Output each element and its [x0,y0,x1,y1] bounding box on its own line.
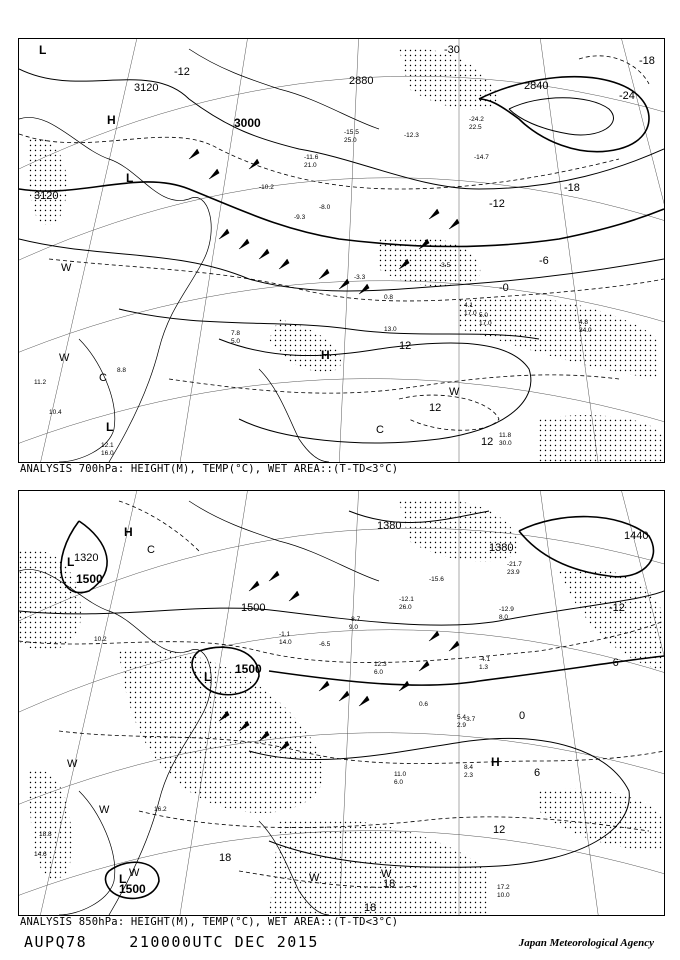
contour-label: 18 [364,902,377,914]
coastlines [19,49,379,462]
station-value: -1.1 [279,631,291,638]
contour-label: 2840 [524,80,549,92]
station-value: 2.9 [457,722,467,729]
station-value: 10.4 [49,409,62,416]
contour-label: 3120 [134,82,159,94]
contour-label: -0 [499,282,509,294]
station-value: -12.3 [404,132,419,139]
contour-label: -12 [174,66,190,78]
high-center: H [107,113,116,127]
station-value: -24.2 [469,116,484,123]
contour-label: -6 [609,657,619,669]
contour-label: -12 [489,198,505,210]
contour-label: 1500 [235,662,262,676]
station-value: -3.7 [464,716,476,723]
contour-label: 18 [219,852,232,864]
contour-label: 1440 [624,530,649,542]
map-850hpa [18,490,665,916]
contour-label: -30 [444,44,460,56]
station-value: 6.0 [394,779,404,786]
map-850hpa-canvas [19,491,664,915]
bulletin-code: AUPQ78 210000UTC DEC 2015 [24,933,319,951]
contour-label: 1500 [241,602,266,614]
caption-700hpa: ANALYSIS 700hPa: HEIGHT(M), TEMP(°C), WET AREA::(T-TD<3°C) [20,463,399,475]
station-value: 0.6 [419,701,429,708]
contour-label: 0 [519,710,526,722]
warm-center: W [129,867,140,879]
station-value: 14.6 [34,851,47,858]
cold-center: C [376,424,384,436]
station-value: 13.0 [384,326,397,333]
warm-center: W [67,758,78,770]
low-center: L [204,670,212,684]
station-value: 8.0 [499,614,509,621]
warm-center: W [381,868,392,880]
station-value: 11.8 [499,432,512,439]
contour-label: -18 [639,55,655,67]
warm-center: W [61,262,72,274]
station-value: -6.5 [319,641,331,648]
contour-label: 12 [399,340,412,352]
cold-center: C [99,372,107,384]
contour-label: 3000 [234,116,261,130]
station-value: 12.1 [101,442,114,449]
station-value: 22.5 [469,124,482,131]
station-value: 5.0 [231,338,241,345]
station-value: 34.0 [579,327,592,334]
warm-center: W [59,352,70,364]
wet-areas [19,498,664,915]
station-value: -8.0 [319,204,331,211]
contour-label: 6 [534,767,541,779]
high-center: H [491,755,500,769]
contour-label: -12 [609,602,625,614]
station-value: -9.3 [294,214,306,221]
station-value: 9.0 [349,624,359,631]
contour-label: 1500 [119,882,146,896]
high-center: H [124,525,133,539]
warm-center: W [449,386,460,398]
map-700hpa [18,38,665,463]
station-value: 14.0 [279,639,292,646]
warm-center: W [99,804,110,816]
low-center: L [106,420,114,434]
contour-label: -24 [619,90,635,102]
station-value: -21.7 [507,561,522,568]
station-value: 26.0 [399,604,412,611]
contour-label: 1380 [377,520,402,532]
contour-label: 1320 [74,552,99,564]
station-value: 8.8 [117,367,127,374]
station-value: -3.3 [354,274,366,281]
station-value: 0.8 [384,294,394,301]
station-value: 4.1 [464,302,474,309]
contour-labels [34,44,655,448]
wet-areas [28,48,664,462]
contour-label: -6 [539,255,549,267]
station-value: 30.0 [499,440,512,447]
agency-name: Japan Meteorological Agency [518,937,654,949]
caption-850hpa: ANALYSIS 850hPa: HEIGHT(M), TEMP(°C), WET AREA::(T-TD<3°C) [20,916,399,928]
station-value: -14.7 [474,154,489,161]
station-value: -10.2 [259,184,274,191]
contour-label: -18 [564,182,580,194]
high-center: H [321,348,330,362]
station-value: -8.7 [349,616,361,623]
graticule [19,39,664,462]
contour-label: 12 [429,402,442,414]
station-value: 5.0 [479,312,489,319]
cold-center: C [147,544,155,556]
station-value: 16.2 [154,806,167,813]
contour-label: 12 [493,824,506,836]
station-value: 4.8 [579,319,589,326]
station-value: 10.0 [497,892,510,899]
station-value: 17.0 [479,320,492,327]
station-value: 23.9 [507,569,520,576]
station-value: 18.8 [39,831,52,838]
station-value: -12.1 [399,596,414,603]
station-value: 17.2 [497,884,510,891]
station-value: 25.0 [344,137,357,144]
station-value: 17.0 [464,310,477,317]
station-value: -15.5 [344,129,359,136]
station-value: -3.5 [439,262,451,269]
station-value: 12.3 [374,661,387,668]
warm-center: W [309,872,320,884]
low-center: L [126,171,134,185]
isotherms [19,56,664,430]
contour-label: 18 [383,878,396,890]
low-center: L [39,43,47,57]
contour-label: 1380 [489,542,514,554]
height-contours [19,69,664,443]
station-value: 16.0 [101,450,114,457]
station-value: 6.0 [374,669,384,676]
station-value: -15.6 [429,576,444,583]
station-value: 10.2 [94,636,107,643]
station-value: 7.8 [231,330,241,337]
contour-label: 2880 [349,75,374,87]
contour-label: 12 [481,436,494,448]
station-value: 5.4 [457,714,467,721]
station-value: 11.2 [34,379,47,386]
station-value: -4.1 [479,656,491,663]
station-value: 1.3 [479,664,489,671]
station-value: 11.0 [394,771,407,778]
contour-label: 3120 [34,190,59,202]
station-value: -12.9 [499,606,514,613]
contour-label: 1500 [76,572,103,586]
station-value: 8.4 [464,764,474,771]
station-value: -11.6 [304,154,319,161]
station-value: 21.0 [304,162,317,169]
station-value: 2.3 [464,772,474,779]
low-center: L [67,555,75,569]
map-700hpa-canvas [19,39,664,462]
low-center: L [119,872,127,886]
